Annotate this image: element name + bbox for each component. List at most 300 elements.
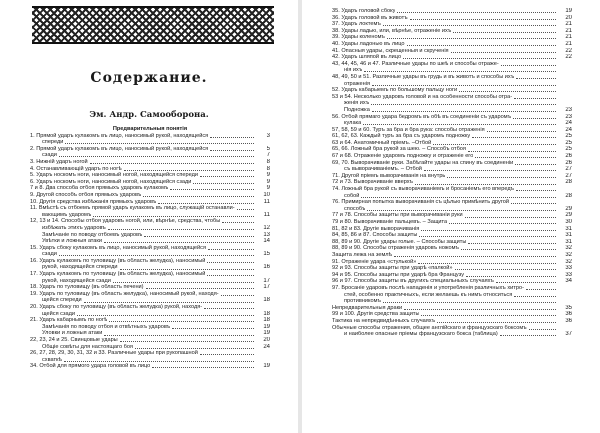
leader-dots (120, 340, 254, 342)
leader-dots (90, 162, 254, 164)
toc-page-number: 21 (565, 27, 572, 34)
toc-entry (30, 133, 270, 140)
leader-dots (372, 84, 556, 86)
leader-dots (410, 18, 556, 20)
toc-entry-text: съ выворачиваніемъ. – Отбой (344, 166, 422, 173)
toc-entry-text: Защита лежа на землѣ (332, 251, 393, 258)
leader-dots (394, 255, 556, 257)
toc-entry (30, 251, 270, 258)
toc-entry (332, 245, 572, 252)
toc-entry-text: сзади (42, 251, 57, 258)
toc-page-number: 31 (565, 232, 572, 239)
leader-dots (514, 295, 556, 297)
toc-page-number: 37 (565, 331, 572, 338)
toc-page-number: 34 (565, 278, 572, 285)
toc-entry-text: Увѣтки и ложныя атаки (42, 238, 102, 245)
toc-page-number: 19 (565, 8, 572, 14)
leader-dots (372, 110, 556, 112)
leader-dots (104, 241, 254, 243)
toc-page-number: 25 (565, 139, 572, 146)
toc-entry-text: 63 и 64. Анатомичный пріемъ. –Отбой (332, 139, 432, 146)
toc-entry-text: 12, 13 и 14. Способы отбоя ударовъ ногой, или, вѣрнѣе, средства, чтобы (30, 218, 221, 225)
leader-dots (84, 301, 254, 303)
toc-page-number: 26 (565, 159, 572, 166)
toc-entry-text: 6. Ударъ носкомъ ноги, наносимый ногой, находящейся сзади (30, 178, 192, 185)
leader-dots (143, 195, 254, 197)
toc-page-number: 9 (266, 172, 270, 179)
leader-dots (459, 90, 556, 92)
leader-dots (65, 142, 254, 144)
leader-dots (451, 51, 556, 53)
leader-dots (200, 175, 254, 177)
toc-entry (30, 324, 270, 331)
toc-entry-text: противникомъ (344, 298, 381, 305)
toc-entry-text: 81, 82 и 83. Другіе выворачиванія (332, 225, 420, 232)
toc-page-number: 36 (565, 311, 572, 318)
leader-dots (364, 70, 556, 72)
toc-entry-text: нія ихъ (344, 67, 363, 74)
toc-left (30, 126, 270, 370)
toc-entry-text: 91. Отраженіе удара «стулькой» (332, 258, 417, 265)
toc-entry-text: Уловки и ложныя атаки (42, 330, 103, 337)
toc-entry-text: и наиболее опасные пріемы французскаго бокса (таблица) (344, 331, 498, 338)
toc-entry-text: Тактика на непредвидѣнныхъ случаяхъ (332, 317, 436, 324)
leader-dots (496, 281, 556, 283)
toc-page-number: 25 (565, 133, 572, 140)
toc-page-number: 21 (565, 21, 572, 28)
toc-entry (332, 28, 572, 35)
leader-dots (516, 77, 556, 79)
toc-entry (332, 114, 572, 121)
toc-entry (332, 318, 572, 325)
toc-entry (30, 311, 270, 318)
toc-entry-text: 11. Вмѣстѣ съ отбоемъ прямой ударъ кулакомъ въ лицо, служащій останавли- (30, 205, 235, 212)
toc-page-number: 24 (565, 120, 572, 127)
toc-entry-text: Замѣчанія по поводу отбоя и отвѣтныхъ ударовъ (42, 323, 171, 330)
toc-entry-text: 19. Ударъ по туловищу (въ область желудка), наносимый рукой, находя- (30, 290, 219, 297)
toc-entry (30, 297, 270, 304)
leader-dots (222, 221, 254, 223)
leader-dots (466, 275, 556, 277)
leader-dots (93, 215, 254, 217)
toc-entry-text: 72 и 73. Выворачиваніе вверхъ (332, 179, 414, 186)
leader-dots (514, 97, 556, 99)
toc-entry-text: рукой, находящейся спереди (42, 264, 118, 271)
toc-entry (332, 34, 572, 41)
toc-entry-text: 53 и 54. Несколько ударовъ головой и на особенности способы отра- (332, 93, 513, 100)
leader-dots (516, 189, 556, 191)
toc-entry-text: вающимъ ударомъ (42, 211, 92, 218)
toc-entry-text: 56. Отбой прямаго удара бедромъ въ обѣ въ соединеніи съ ударомъ (332, 113, 512, 120)
toc-page-number: 25 (565, 146, 572, 153)
toc-page-number: 22 (565, 54, 572, 61)
leader-dots (465, 216, 556, 218)
toc-entry-text: 67 и 68. Отраженіе ударомъ подножку и отраженіе его (332, 153, 474, 160)
toc-entry-text: 41. Опасныя удары, скрещенныя и скрученія (332, 47, 449, 54)
toc-page-number: 11 (263, 211, 270, 218)
toc-entry (332, 15, 572, 22)
right-page (302, 0, 600, 433)
left-page (0, 0, 298, 433)
toc-page-number: 36 (565, 317, 572, 324)
toc-page-number: 22 (565, 47, 572, 54)
leader-dots (59, 155, 254, 157)
leader-dots (210, 136, 254, 138)
leader-dots (455, 268, 556, 270)
toc-entry (332, 325, 572, 332)
toc-entry (30, 264, 270, 271)
toc-page-number: 28 (565, 179, 572, 186)
toc-entry-text: 40. Удары ладонью въ лицо (332, 40, 405, 47)
toc-entry (30, 172, 270, 179)
leader-dots (415, 183, 556, 185)
toc-entry (30, 245, 270, 252)
toc-page-number: 10 (263, 191, 270, 198)
toc-page-number: 21 (565, 40, 572, 47)
toc-page-number: 26 (565, 153, 572, 160)
toc-entry-text: Предварительныя понятія (112, 126, 188, 132)
leader-dots (526, 288, 556, 290)
toc-page-number: 31 (565, 225, 572, 232)
toc-page-number: 5 (266, 145, 270, 152)
toc-entry-text: Подножка (344, 106, 370, 113)
toc-entry-text: щейся спереди (42, 297, 82, 304)
toc-entry-text: 48, 49, 50 и 51. Различные удары въ грудь и въ животъ и способы ихъ (332, 73, 515, 80)
toc-page-number: 32 (565, 245, 572, 252)
toc-entry (332, 166, 572, 173)
leader-dots (468, 150, 556, 152)
leader-dots (77, 314, 254, 316)
toc-page-number: 28 (565, 192, 572, 199)
toc-page-number: 18 (263, 297, 270, 304)
toc-entry (332, 219, 572, 226)
toc-entry (332, 54, 572, 61)
toc-entry (332, 239, 572, 246)
toc-entry-text: спереди (42, 139, 64, 146)
toc-entry-text: стей, особенно практичныхъ, если желаешь къ нимъ относиться (344, 291, 513, 298)
toc-entry (332, 179, 572, 186)
toc-entry (30, 179, 270, 186)
toc-entry (30, 258, 270, 265)
toc-entry (332, 232, 572, 239)
leader-dots (108, 228, 254, 230)
leader-dots (515, 163, 556, 165)
toc-entry-text: 65, 66. Ложный бра рукой за шею. – Способъ отбоя (332, 146, 466, 153)
toc-entry-text: 17. Ударъ кулакомъ по туловищу (въ область желудка), наносимый (30, 271, 206, 278)
toc-entry-text: 77 и 78. Способы защиты при выворачиваніи руки (332, 212, 463, 219)
leader-dots (487, 130, 556, 132)
toc-entry (30, 232, 270, 239)
toc-page-number: 29 (565, 205, 572, 212)
toc-entry (332, 212, 572, 219)
leader-dots (421, 229, 556, 231)
leader-dots (193, 182, 254, 184)
toc-entry-text: Замѣчаніе по поводу отбоевъ ударовъ (42, 231, 143, 238)
toc-page-number: 3 (266, 132, 270, 139)
toc-entry (30, 238, 270, 245)
toc-entry (332, 272, 572, 279)
toc-entry (332, 160, 572, 167)
toc-entry-text: 15. Ударъ сбоку кулакомъ въ лицо, наносимый рукой, находящейся (30, 244, 206, 251)
toc-entry (30, 192, 270, 199)
leader-dots (170, 188, 254, 190)
toc-entry-text: 22, 23, 24 и 25. Свинцовые удары (30, 337, 118, 343)
toc-entry (332, 74, 572, 81)
toc-page-number: 29 (565, 212, 572, 219)
toc-entry-text: Непредварительныя драки (332, 304, 403, 311)
leader-dots (207, 261, 254, 263)
leader-dots (468, 242, 556, 244)
toc-entry-text: 10. Другія средства избѣжанія прямыхъ ударовъ (30, 198, 157, 205)
toc-page-number: 16 (263, 264, 270, 271)
leader-dots (529, 328, 556, 330)
leader-dots (407, 44, 557, 46)
leader-dots (475, 156, 556, 158)
toc-entry (30, 278, 270, 285)
toc-entry-text: 84, 85, 86 и 87. Способы защиты (332, 232, 418, 239)
toc-entry-text: отраженія (344, 80, 370, 87)
toc-page-number: 32 (565, 251, 572, 258)
toc-page-number: 27 (565, 166, 572, 173)
toc-entry (332, 265, 572, 272)
toc-page-number: 9 (266, 185, 270, 192)
toc-entry (332, 87, 572, 94)
toc-entry-text: 94 и 95. Способы защиты при ударѣ бра Французу (332, 271, 464, 278)
toc-page-number: 20 (263, 337, 270, 343)
leader-dots (124, 169, 254, 171)
toc-entry (332, 173, 572, 180)
toc-page-number: 14 (263, 238, 270, 245)
toc-entry (30, 146, 270, 153)
toc-entry (30, 344, 270, 351)
toc-entry (332, 206, 572, 213)
toc-page-number: 7 (266, 152, 270, 159)
leader-dots (511, 202, 556, 204)
leader-dots (146, 287, 254, 289)
toc-entry (30, 199, 270, 206)
toc-page-number: 33 (565, 265, 572, 272)
header-ornament (32, 6, 274, 44)
toc-entry-text: 35. Ударъ головой сбоку (332, 8, 396, 14)
toc-entry-text: 5. Ударъ носкомъ ноги, наносимый ногой, находящейся спереди (30, 172, 198, 179)
toc-entry (332, 8, 572, 15)
toc-page-number: 30 (565, 219, 572, 225)
toc-entry (332, 107, 572, 114)
toc-page-number: 24 (565, 126, 572, 133)
toc-entry (30, 284, 270, 291)
leader-dots (421, 314, 556, 316)
leader-dots (449, 222, 556, 224)
author-heading: Эм. Андр. Самооборона. (89, 110, 209, 120)
toc-page-number: 33 (565, 271, 572, 278)
leader-dots (433, 143, 556, 145)
toc-entry (332, 285, 572, 292)
toc-entry-text: 57, 58, 59 и 60. Туръ за бра и бра рука: способы отраженія (332, 126, 485, 133)
toc-entry (30, 271, 270, 278)
toc-entry (332, 186, 572, 193)
toc-entry-text: схваткѣ (42, 356, 62, 363)
toc-entry (30, 126, 270, 133)
toc-entry-text: 92 и 93. Способы защиты при ударѣ «палкой» (332, 265, 453, 272)
toc-entry (30, 330, 270, 337)
toc-entry-text: 42. Ударъ шляпой въ лицо (332, 54, 402, 61)
toc-entry (332, 311, 572, 318)
leader-dots (367, 209, 556, 211)
leader-dots (500, 334, 556, 336)
toc-entry (30, 139, 270, 146)
toc-entry (332, 21, 572, 28)
toc-page-number: 15 (263, 251, 270, 258)
toc-entry-text: 96 и 97. Способы защиты въ другихъ специальныхъ случаяхъ (332, 278, 494, 285)
leader-dots (501, 64, 556, 66)
toc-entry (332, 292, 572, 299)
leader-dots (135, 347, 254, 349)
toc-entry-text: щейся сзади (42, 310, 76, 317)
leader-dots (109, 320, 254, 322)
leader-dots (113, 281, 254, 283)
toc-entry-text: 37. Ударъ локтемъ (332, 21, 381, 28)
toc-page-number: 23 (565, 113, 572, 120)
toc-entry-text: 2. Прямой ударъ кулакомъ въ лицо, наносимый рукой, находящейся (30, 145, 209, 152)
toc-entry (30, 350, 270, 357)
leader-dots (461, 248, 556, 250)
leader-dots (64, 360, 254, 362)
toc-entry-text: Обычные способы отражения, общее англійскаго и французскаго боксомъ (332, 324, 527, 331)
toc-page-number: 17 (263, 277, 270, 284)
toc-entry-text: 88, 89 и 90. Другіе удары голые. – Способы защиты (332, 238, 467, 245)
toc-page-number: 18 (263, 310, 270, 317)
toc-entry (332, 278, 572, 285)
leader-dots (104, 334, 254, 336)
toc-entry (332, 48, 572, 55)
leader-dots (404, 308, 556, 310)
toc-entry-text: 1. Прямой ударъ кулакомъ въ лицо, наносимый рукой, находящейся (30, 132, 209, 139)
toc-page-number: 23 (565, 106, 572, 113)
leader-dots (172, 327, 254, 329)
leader-dots (403, 57, 556, 59)
page-title: Содержание. (90, 70, 208, 86)
leader-dots (210, 149, 254, 151)
toc-entry (30, 225, 270, 232)
leader-dots (472, 136, 556, 138)
toc-entry-text: 88, 89 и 90. Способы отраженія ударовъ ножомъ (332, 245, 459, 252)
toc-entry (332, 153, 572, 160)
leader-dots (383, 24, 556, 26)
toc-entry-text: 39. Удары коленомъ (332, 34, 385, 41)
toc-page-number: 20 (565, 14, 572, 21)
toc-entry (332, 120, 572, 127)
toc-entry-text: сзади (42, 152, 57, 159)
toc-entry (332, 305, 572, 312)
toc-entry (30, 357, 270, 364)
toc-entry-text: 99 и 100. Другія средства защиты (332, 311, 420, 318)
toc-entry-text: 3. Нижній ударъ ногой (30, 158, 88, 165)
toc-entry-text: 26, 27, 28, 29, 30, 31, 32 и 33. Различные удары при рукопашной (30, 350, 198, 357)
toc-right (332, 8, 572, 338)
toc-entry (332, 133, 572, 140)
leader-dots (513, 117, 556, 119)
toc-entry (332, 146, 572, 153)
toc-entry (30, 291, 270, 298)
leader-dots (447, 176, 556, 178)
toc-entry-text: кулака (344, 120, 362, 127)
leader-dots (363, 123, 556, 125)
toc-entry-text: 97. Бросаніе ударовъ послѣ нападенія и употребленія различныхъ хитро- (332, 284, 524, 291)
toc-entry-text: 36. Ударъ головой въ животъ (332, 14, 408, 21)
toc-page-number: 8 (266, 165, 270, 172)
toc-entry (30, 218, 270, 225)
toc-entry (30, 159, 270, 166)
toc-entry-text: собой (344, 192, 360, 199)
toc-entry (332, 193, 572, 200)
toc-entry (332, 67, 572, 74)
toc-page-number: 13 (263, 231, 270, 238)
toc-entry-text: 21. Ударъ кабарнымъ по ногѣ (30, 317, 108, 324)
toc-entry-text: 38. Удары ладью, или, вѣрнѣе, отраженіе ихъ (332, 27, 452, 34)
leader-dots (158, 202, 254, 204)
toc-entry (332, 41, 572, 48)
toc-entry-text: 34. Отбой для прямого удара головой въ лицо (30, 363, 151, 370)
leader-dots (237, 208, 254, 210)
leader-dots (387, 37, 556, 39)
leader-dots (200, 353, 254, 355)
toc-entry-text: 43, 44, 45, 46 и 47. Различные удары по шеѣ и способы отраже- (332, 60, 499, 67)
toc-entry-text: 4. Останавливающій ударъ по ногѣ (30, 165, 122, 172)
toc-entry (332, 226, 572, 233)
toc-entry (332, 127, 572, 134)
toc-entry (332, 100, 572, 107)
toc-entry (30, 363, 270, 370)
toc-page-number: 17 (263, 284, 270, 291)
leader-dots (144, 235, 254, 237)
toc-entry-text: 76. Примирная попытка выворачиванія съ цѣлью примѣнить другой (332, 199, 509, 206)
leader-dots (418, 262, 556, 264)
toc-entry-text: способъ (344, 205, 366, 212)
leader-dots (207, 274, 254, 276)
toc-page-number: 18 (263, 317, 270, 324)
toc-entry-text: избѣжать этихъ ударовъ (42, 224, 106, 231)
toc-entry (30, 337, 270, 344)
toc-entry (332, 61, 572, 68)
toc-entry (332, 140, 572, 147)
leader-dots (59, 254, 254, 256)
toc-entry-text: 71. Другой пріемъ выворачиванія на внутрь (332, 172, 446, 179)
toc-entry-text: женія ихъ (344, 100, 370, 107)
toc-entry (30, 212, 270, 219)
toc-page-number: 19 (263, 330, 270, 337)
leader-dots (361, 196, 556, 198)
toc-page-number: 12 (263, 224, 270, 231)
toc-entry-text: 79 и 80. Выворачиваніе пальцевъ. – Защита (332, 219, 448, 225)
toc-entry (332, 259, 572, 266)
toc-entry (332, 252, 572, 259)
toc-page-number: 8 (266, 158, 270, 165)
leader-dots (397, 11, 556, 13)
toc-entry (30, 304, 270, 311)
toc-page-number: 9 (266, 178, 270, 185)
toc-entry (30, 152, 270, 159)
toc-entry (332, 331, 572, 338)
toc-page-number: 21 (565, 34, 572, 41)
toc-entry (30, 185, 270, 192)
leader-dots (221, 294, 254, 296)
leader-dots (419, 235, 556, 237)
toc-entry (332, 81, 572, 88)
toc-entry-text: 18. Ударъ по туловищу (въ область печени) (30, 284, 144, 291)
toc-entry (332, 94, 572, 101)
toc-entry-text: 61, 62, 63. Каждый туръ за бра съ ударомъ подножку (332, 133, 471, 140)
leader-dots (120, 268, 255, 270)
